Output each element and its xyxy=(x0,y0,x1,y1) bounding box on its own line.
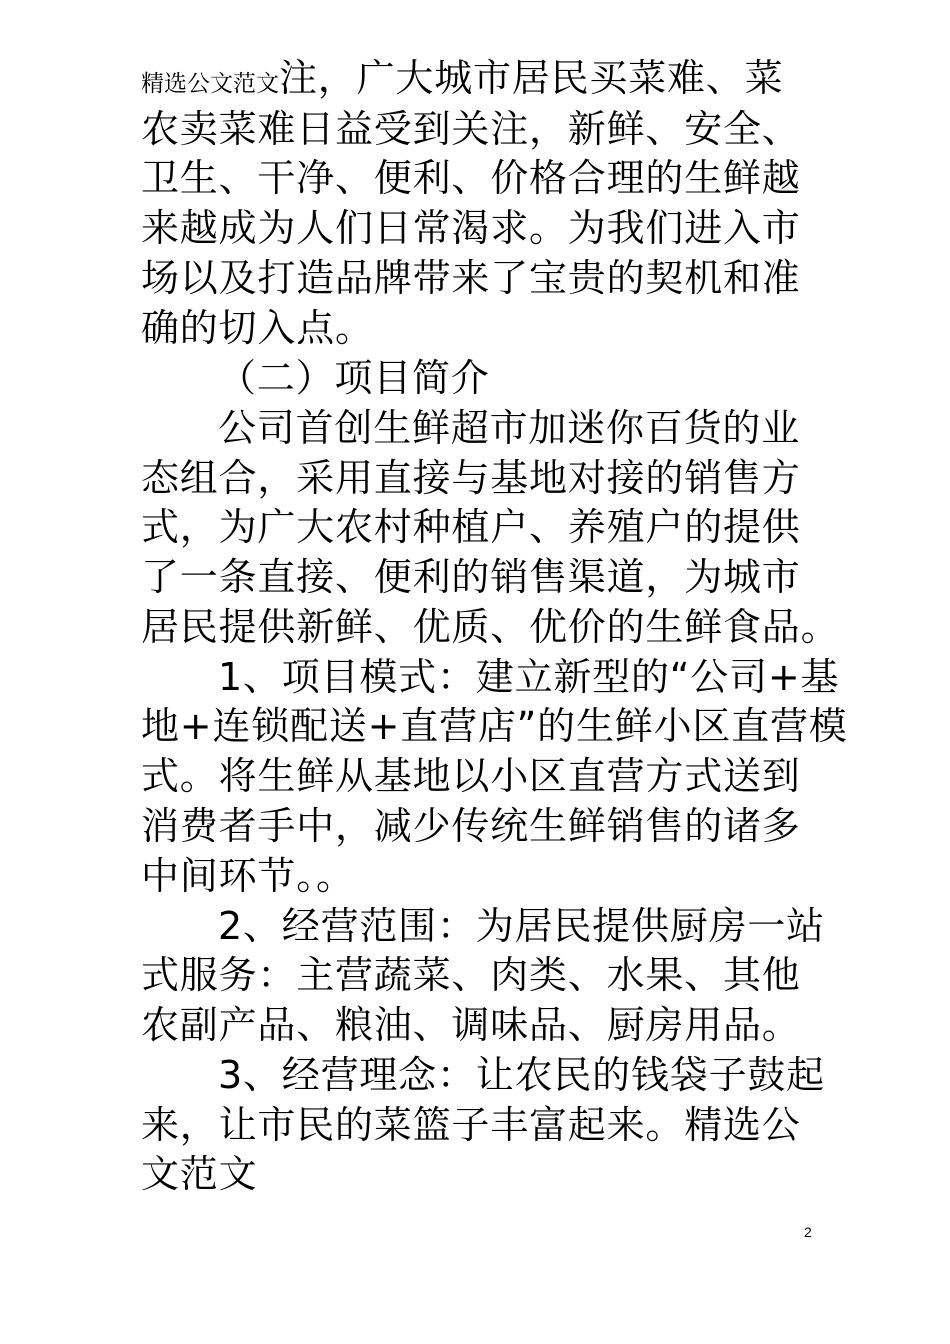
text-line-13: 1、项目模式：建立新型的“公司+基 xyxy=(218,655,840,699)
page-number: 2 xyxy=(804,1224,812,1240)
text-line-18: 2、经营范围：为居民提供厨房一站 xyxy=(218,904,825,948)
text-line-1 xyxy=(141,54,783,102)
text-line-12: 居民提供新鲜、优质、优价的生鲜食品。 xyxy=(141,605,840,649)
text-line-15: 式。将生鲜从基地以小区直营方式送到 xyxy=(141,754,801,798)
text-line-11: 了一条直接、便利的销售渠道，为城市 xyxy=(141,555,801,599)
text-line-20: 农副产品、粮油、调味品、厨房用品。 xyxy=(141,1003,801,1047)
text-line-17: 中间环节。。 xyxy=(141,854,355,898)
text-line-6: 确的切入点。 xyxy=(141,306,374,350)
text-line-14: 地+连锁配送+直营店”的生鲜小区直营模 xyxy=(141,704,848,748)
text-line-21: 3、经营理念：让农民的钱袋子鼓起 xyxy=(218,1053,825,1097)
text-line-22: 来，让市民的菜篮子丰富起来。精选公 xyxy=(141,1103,801,1147)
text-line-10: 式，为广大农村种植户、养殖户的提供 xyxy=(141,505,801,549)
header-prefix: 精选公文范文 xyxy=(141,71,279,97)
text-line-8: 公司首创生鲜超市加迷你百货的业 xyxy=(218,406,801,450)
text-line-9: 态组合，采用直接与基地对接的销售方 xyxy=(141,456,801,500)
text-line-16: 消费者手中，减少传统生鲜销售的诸多 xyxy=(141,804,801,848)
text-line-4: 来越成为人们日常渴求。为我们进入市 xyxy=(141,206,801,250)
section-heading: （二）项目简介 xyxy=(218,356,490,400)
text-line-5: 场以及打造品牌带来了宝贵的契机和准 xyxy=(141,256,801,300)
text-line-19: 式服务：主营蔬菜、肉类、水果、其他 xyxy=(141,953,801,997)
text-line-1-body: 注，广大城市居民买菜难、菜 xyxy=(279,56,784,100)
text-line-2: 农卖菜难日益受到关注，新鲜、安全、 xyxy=(141,107,801,151)
text-line-23: 文范文 xyxy=(141,1152,258,1196)
text-line-3: 卫生、干净、便利、价格合理的生鲜越 xyxy=(141,156,801,200)
